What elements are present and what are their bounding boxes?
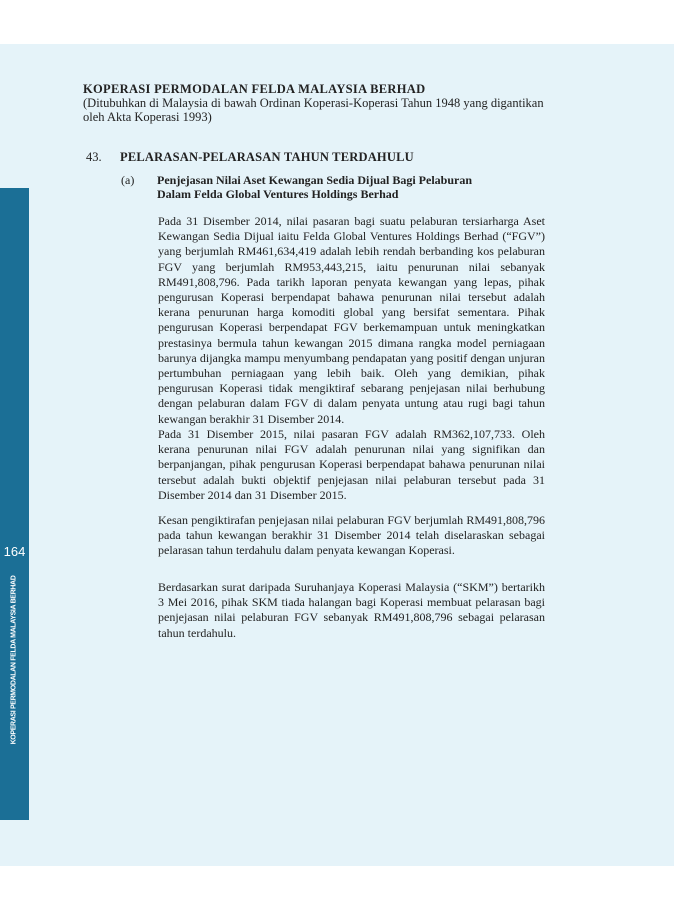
paragraph-2: Pada 31 Disember 2015, nilai pasaran FGV adalah RM362,107,733. Oleh kerana penurunan nilai FGV adalah penurunan nilai yang signifikan dan berpanjangan, pihak pengurusan Koperasi berpendapat bahawa penurunan nilai tersebut adalah bukti objektif penjejasan nilai pelaburan tersebut pada 31 Disember 2014 dan 31 Disember 2015.: [158, 427, 545, 502]
company-title: KOPERASI PERMODALAN FELDA MALAYSIA BERHAD: [83, 82, 426, 96]
company-subtitle: (Ditubuhkan di Malaysia di bawah Ordinan Koperasi-Koperasi Tahun 1948 yang digantikan oleh Akta Koperasi 1993): [83, 96, 544, 124]
subsection-title: Penjejasan Nilai Aset Kewangan Sedia Dijual Bagi Pelaburan Dalam Felda Global Ventures Holdings Berhad: [157, 173, 473, 201]
paragraph-4: Berdasarkan surat daripada Suruhanjaya Koperasi Malaysia (“SKM”) bertarikh 3 Mei 2016, pihak SKM tiada halangan bagi Koperasi membuat pelarasan bagi penjejasan nilai pelaburan FGV sebanyak RM491,808,796 sebagai pelarasan tahun terdahulu.: [158, 580, 545, 640]
section-title: PELARASAN-PELARASAN TAHUN TERDAHULU: [120, 150, 414, 164]
paragraph-3: Kesan pengiktirafan penjejasan nilai pelaburan FGV berjumlah RM491,808,796 pada tahun kewangan berakhir 31 Disember 2014 telah diselaraskan sebagai pelarasan tahun terdahulu dalam penyata kewangan Koperasi.: [158, 513, 545, 558]
side-tab-label: KOPERASI PERMODALAN FELDA MALAYSIA BERHAD: [10, 575, 18, 745]
page-number: 164: [3, 544, 26, 559]
paragraph-1: Pada 31 Disember 2014, nilai pasaran bagi suatu pelaburan tersiarharga Aset Kewangan Sedia Dijual iaitu Felda Global Ventures Holdings Berhad (“FGV”) yang berjumlah RM461,634,419 adalah lebih rendah berbanding kos pelaburan FGV yang berjumlah RM953,443,215, iaitu penurunan nilai sebanyak RM491,808,796. Pada tarikh laporan penyata kewangan yang lepas, pihak pengurusan Koperasi berpendapat bahawa penurunan nilai tersebut adalah kerana penurunan harga komoditi global yang bersifat sementara. Pihak pengurusan Koperasi berpendapat FGV berkemampuan untuk meningkatkan prestasinya bermula tahun kewangan 2015 dimana rangka model perniagaan barunya dijangka mampu menyumbang pendapatan yang positif dengan unjuran pertumbuhan perniagaan yang lebih baik. Oleh yang demikian, pihak pengurusan Koperasi tidak mengiktiraf sebarang penjejasan nilai berhubung dengan pelaburan dalam FGV di dalam penyata untung atau rugi bagi tahun kewangan berakhir 31 Disember 2014.: [158, 214, 545, 426]
section-number: 43.: [86, 150, 102, 164]
subsection-label: (a): [121, 173, 135, 187]
